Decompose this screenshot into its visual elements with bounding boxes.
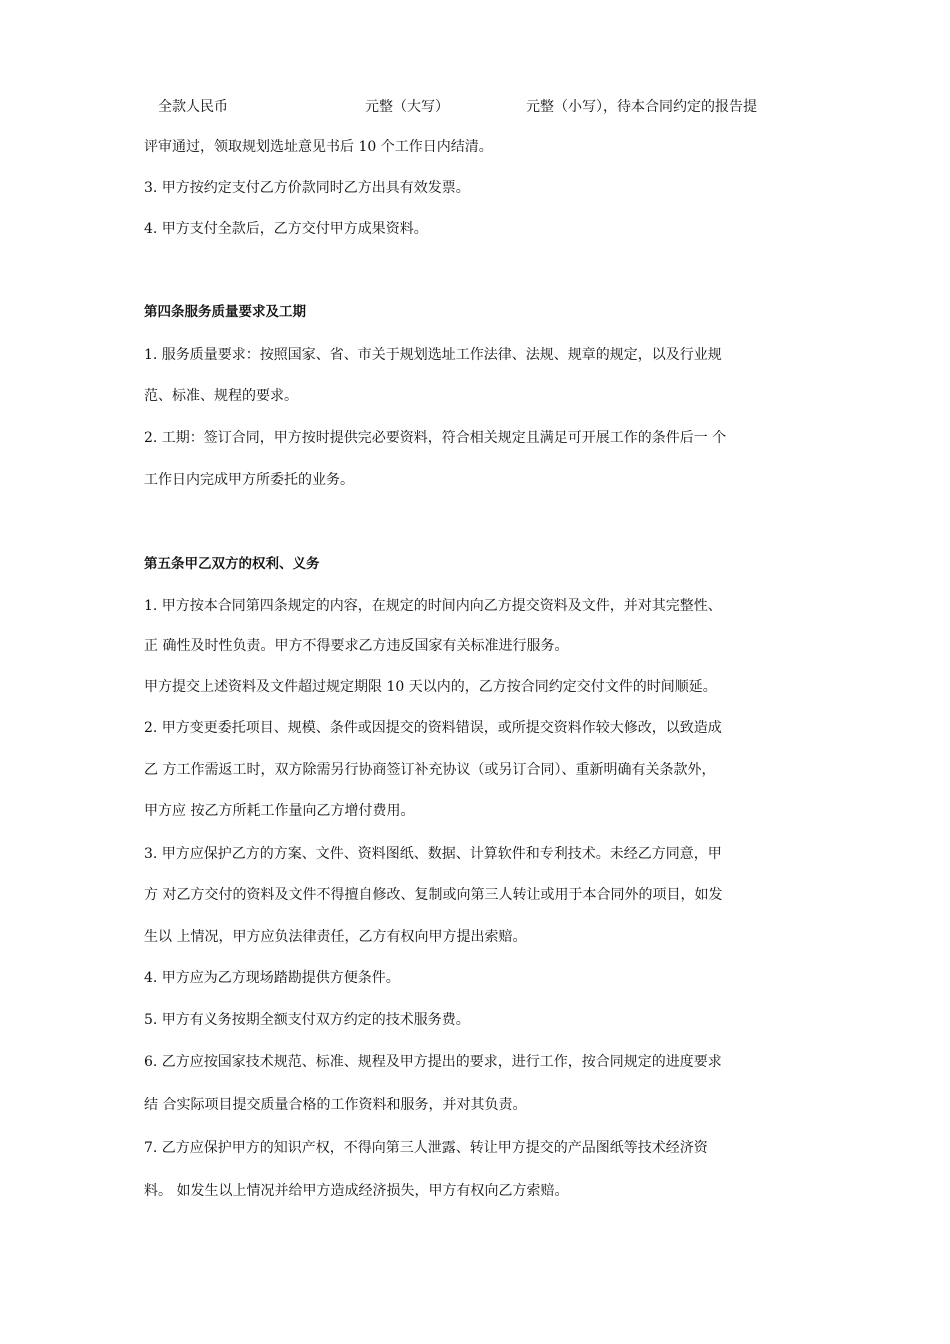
payment-item-3: 3. 甲方按约定支付乙方价款同时乙方出具有效发票。 bbox=[144, 180, 470, 196]
article5-item2-line2: 乙 方工作需返工时，双方除需另行协商签订补充协议（或另订合同）、重新明确有关条款外， bbox=[144, 762, 716, 778]
article4-heading: 第四条服务质量要求及工期 bbox=[144, 304, 306, 320]
article5-item5: 5. 甲方有义务按期全额支付双方约定的技术服务费。 bbox=[144, 1012, 470, 1028]
payment-line-2: 评审通过，领取规划选址意见书后 10 个工作日内结清。 bbox=[144, 139, 493, 155]
article4-item2-line1: 2. 工期：签订合同，甲方按时提供完必要资料，符合相关规定且满足可开展工作的条件后一 个 bbox=[144, 430, 727, 446]
article5-item1-line1: 1. 甲方按本合同第四条规定的内容，在规定的时间内向乙方提交资料及文件，并对其完整性、 bbox=[144, 598, 722, 614]
article5-item1-line2: 正 确性及时性负责。甲方不得要求乙方违反国家有关标准进行服务。 bbox=[144, 638, 569, 654]
article5-item2-line3: 甲方应 按乙方所耗工作量向乙方增付费用。 bbox=[144, 803, 415, 819]
article5-item6-line2: 结 合实际项目提交质量合格的工作资料和服务，并对其负责。 bbox=[144, 1097, 527, 1113]
article5-item6-line1: 6. 乙方应按国家技术规范、标准、规程及甲方提出的要求，进行工作，按合同规定的进度要求 bbox=[144, 1054, 722, 1070]
article5-item3-line3: 生以 上情况，甲方应负法律责任，乙方有权向甲方提出索赔。 bbox=[144, 929, 527, 945]
article5-item2-line1: 2. 甲方变更委托项目、规模、条件或因提交的资料错误，或所提交资料作较大修改，以致造成 bbox=[144, 720, 722, 736]
article4-item1-line2: 范、标准、规程的要求。 bbox=[144, 388, 298, 404]
article5-item3-line1: 3. 甲方应保护乙方的方案、文件、资料图纸、数据、计算软件和专利技术。未经乙方同意，甲 bbox=[144, 846, 722, 862]
article4-item2-line2: 工作日内完成甲方所委托的业务。 bbox=[144, 472, 354, 488]
payment-item-4: 4. 甲方支付全款后，乙方交付甲方成果资料。 bbox=[144, 221, 428, 237]
article5-item7-line1: 7. 乙方应保护甲方的知识产权，不得向第三人泄露、转让甲方提交的产品图纸等技术经济资 bbox=[144, 1140, 708, 1156]
article5-item7-line2: 料。 如发生以上情况并给甲方造成经济损失，甲方有权向乙方索赔。 bbox=[144, 1183, 569, 1199]
article5-item3-line2: 方 对乙方交付的资料及文件不得擅自修改、复制或向第三人转让或用于本合同外的项目，如发 bbox=[144, 887, 723, 903]
article5-heading: 第五条甲乙双方的权利、义务 bbox=[144, 556, 320, 572]
article5-item1-line3: 甲方提交上述资料及文件超过规定期限 10 天以内的，乙方按合同约定交付文件的时间顺延。 bbox=[144, 679, 717, 695]
article4-item1-line1: 1. 服务质量要求：按照国家、省、市关于规划选址工作法律、法规、规章的规定，以及行业规 bbox=[144, 347, 722, 363]
payment-label-lower: 元整（小写），待本合同约定的报告提 bbox=[526, 99, 757, 115]
article5-item4: 4. 甲方应为乙方现场踏勘提供方便条件。 bbox=[144, 970, 400, 986]
payment-label-upper: 元整（大写） bbox=[365, 99, 449, 115]
payment-label-total: 全款人民币 bbox=[158, 99, 228, 115]
